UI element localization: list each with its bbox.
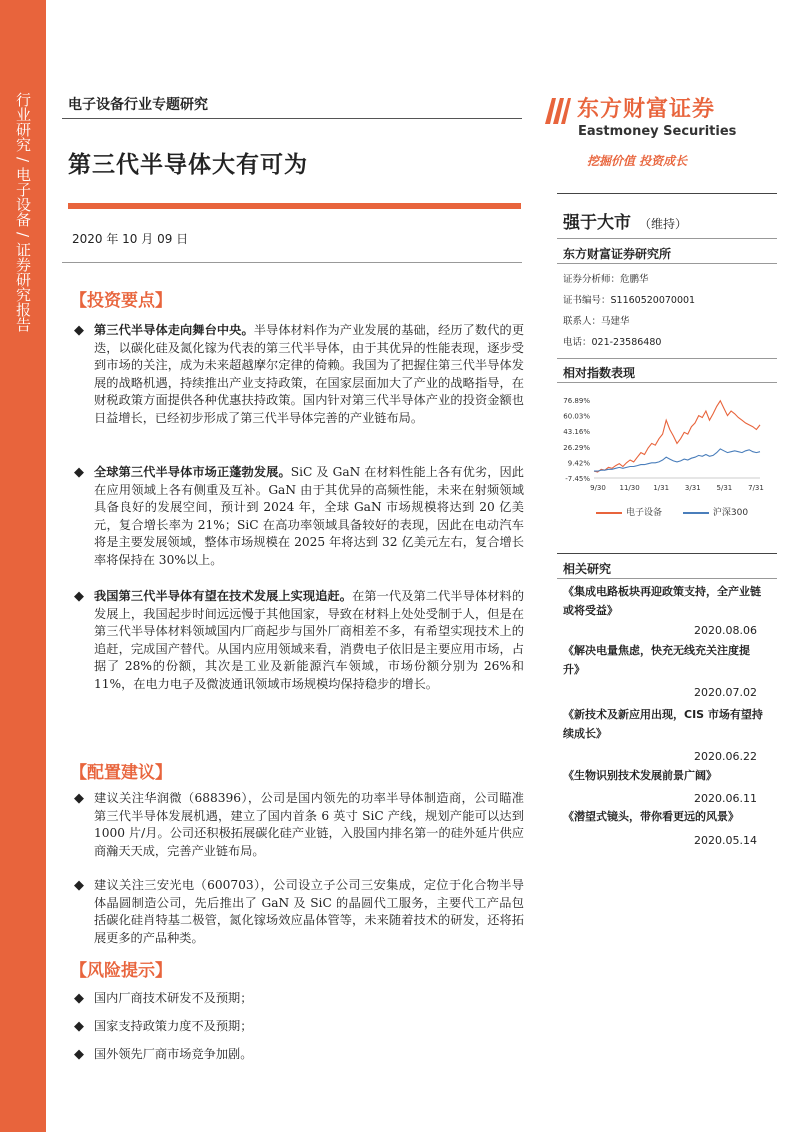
related-item-4[interactable]: 《生物识别技术发展前景广阔》 <box>563 769 717 782</box>
related-date-5: 2020.05.14 <box>694 834 757 847</box>
chart-title: 相对指数表现 <box>563 366 636 380</box>
phone-number: 电话：021-23586480 <box>563 337 662 348</box>
related-item-3[interactable]: 《新技术及新应用出现，CIS 市场有望持续成长》 <box>563 708 763 740</box>
side-label-1: 行业研究 <box>14 92 32 152</box>
series-line-index <box>594 449 760 471</box>
related-title-divider <box>557 578 777 579</box>
chart-title-divider <box>557 382 777 383</box>
brand-name-en: Eastmoney Securities <box>578 124 737 139</box>
x-tick-label: 11/30 <box>619 484 640 492</box>
bullet-text: 国外领先厂商市场竞争加剧。 <box>94 1047 253 1061</box>
related-date-4: 2020.06.11 <box>694 792 757 805</box>
related-item-1[interactable]: 《集成电路板块再迎政策支持，全产业链或将受益》 <box>563 585 761 617</box>
report-type-label <box>8 92 38 332</box>
chart-legend <box>596 505 766 518</box>
risk-bullet-2 <box>74 1018 524 1036</box>
investment-bullet-2 <box>74 464 524 570</box>
bullet-text: 半导体材料作为产业发展的基础，经历了数代的更迭，以碳化硅及氮化镓为代表的第三代半导体，由于其优异的性能表现，逐步受到市场的关注，成为未来超越摩尔定律的倚赖。我国为了把握住第三代半导体发展的战略机遇，持续推出产业支持政策，在国家层面加大了产业的战略指导，在财税政策方面提供各种优惠扶持政策。国内针对第三代半导体产业的投资金额也日益增长，已经初步形成了第三代半导体完善的产业链布局。 <box>94 323 525 425</box>
diamond-bullet-icon: ◆ <box>74 878 84 893</box>
y-tick-label: 9.42% <box>567 459 590 468</box>
bullet-lead: 我国第三代半导体有望在技术发展上实现追赶。 <box>94 589 353 603</box>
bullet-text: 国内厂商技术研发不及预期； <box>94 991 253 1005</box>
legend-swatch-sector <box>596 512 622 514</box>
y-tick-label: 60.03% <box>563 412 590 421</box>
bullet-text: 建议关注华润微（688396），公司是国内领先的功率半导体制造商，公司瞄准第三代半导体发展机遇，建立了国内首条 6 英寸 SiC 产线，规划产能可以达到 1000 片/月。公司还积极拓展碳化硅产业链，入股国内排名第一的硅外延片供应商瀚天天成，完善产业链布局。 <box>94 791 524 858</box>
x-tick-label: 7/31 <box>748 484 764 492</box>
section-heading-investment: 【投资要点】 <box>70 291 172 311</box>
legend-swatch-index <box>683 512 709 514</box>
institute-name: 东方财富证券研究所 <box>563 247 672 261</box>
title-bar <box>68 203 521 209</box>
investment-bullet-3 <box>74 588 524 694</box>
diamond-bullet-icon: ◆ <box>74 1019 84 1034</box>
diamond-bullet-icon: ◆ <box>74 589 84 604</box>
related-title: 相关研究 <box>563 562 612 576</box>
legend-item-sector <box>596 505 662 518</box>
bullet-lead: 全球第三代半导体市场正蓬勃发展。 <box>94 465 291 479</box>
rating-label <box>563 208 687 233</box>
related-date-2: 2020.07.02 <box>694 686 757 699</box>
brand-slogan: 挖掘价值 投资成长 <box>587 154 688 168</box>
related-top-divider <box>557 553 777 554</box>
x-tick-label: 3/31 <box>684 484 701 492</box>
report-title: 第三代半导体大有可为 <box>68 152 308 178</box>
risk-bullet-3 <box>74 1046 524 1064</box>
x-tick-label: 9/30 <box>590 484 606 492</box>
related-item-2[interactable]: 《解决电量焦虑，快充无线充关注度提升》 <box>563 644 750 676</box>
brand-name-cn: 东方财富证券 <box>577 97 716 122</box>
x-tick-label: 1/31 <box>653 484 670 492</box>
relative-index-chart <box>560 390 770 502</box>
institute-divider <box>557 263 777 264</box>
bullet-text: 国家支持政策力度不及预期； <box>94 1019 253 1033</box>
side-label-2: 电子设备 <box>14 167 32 228</box>
cert-number: 证书编号：S1160520070001 <box>563 295 696 306</box>
header-divider <box>62 118 522 119</box>
section-heading-config: 【配置建议】 <box>70 763 172 783</box>
related-item-5[interactable]: 《潜望式镜头，带你看更远的风景》 <box>563 810 739 823</box>
config-bullet-2 <box>74 877 524 947</box>
y-tick-label: 26.29% <box>563 443 590 452</box>
side-label-3: 证券研究报告 <box>14 242 32 333</box>
related-date-3: 2020.06.22 <box>694 750 757 763</box>
report-category: 电子设备行业专题研究 <box>68 97 208 113</box>
y-tick-label: 76.89% <box>563 397 590 405</box>
rating-note: （维持） <box>639 217 688 231</box>
investment-bullet-1 <box>74 322 524 428</box>
diamond-bullet-icon: ◆ <box>74 791 84 806</box>
bullet-text: 建议关注三安光电（600703），公司设立子公司三安集成，定位于化合物半导体晶圆制造公司，先后推出了 GaN 及 SiC 的晶圆代工服务，主要代工产品包括碳化硅肖特基二极管，氮化镓场效应晶体管等，未来随着技术的研发，还将拓展更多的产品种类。 <box>94 878 524 945</box>
contact-name: 联系人：马建华 <box>563 316 630 327</box>
rating-top-divider <box>557 193 777 194</box>
diamond-bullet-icon: ◆ <box>74 323 84 338</box>
risk-bullet-1 <box>74 990 524 1008</box>
y-tick-label: -7.45% <box>565 475 590 483</box>
series-line-sector <box>594 401 760 472</box>
brand-logo-icon <box>542 94 572 128</box>
side-sep-1: / <box>14 157 32 163</box>
diamond-bullet-icon: ◆ <box>74 991 84 1006</box>
analyst-name: 证券分析师：危鹏华 <box>563 274 649 285</box>
date-divider <box>62 262 522 263</box>
legend-label-index: 沪深300 <box>712 508 749 518</box>
legend-label-sector: 电子设备 <box>626 508 663 518</box>
section-heading-risk: 【风险提示】 <box>70 961 172 981</box>
legend-item-index <box>683 505 748 518</box>
bullet-text: SiC 及 GaN 在材料性能上各有优劣，因此在应用领域上各有侧重及互补。GaN 由于其优异的高频性能，未来在射频领域具备良好的发展空间，预计到 2024 年，全球 GaN 市场规模将达到 20 亿美元，复合增长率为 21%；SiC 在高功率领域具备较好的表现，因此在电动汽车将是主要发展领域，整体市场规模在 2025 年将达到 32 亿美元左右，复合增长率将保持在 30%以上。 <box>94 465 524 567</box>
rating-value: 强于大市 <box>563 213 631 233</box>
x-tick-label: 5/31 <box>716 484 733 492</box>
bullet-lead: 第三代半导体走向舞台中央。 <box>94 323 254 337</box>
report-date: 2020 年 10 月 09 日 <box>72 232 189 246</box>
config-bullet-1 <box>74 790 524 860</box>
bullet-text: 在第一代及第二代半导体材料的发展上，我国起步时间远远慢于其他国家，导致在材料上处处受制于人，但是在第三代半导体材料领域国内厂商起步与国外厂商相差不多，有希望实现技术上的追赶，完成国产替代。从国内应用领域来看，消费电子依旧是主要应用市场，占据了 28%的份额，其次是工业及新能源汽车领域，市场份额分别为 26%和 11%，在电力电子及微波通讯领域市场规模均保持稳步的增长。 <box>94 589 525 691</box>
y-tick-label: 43.16% <box>563 428 590 437</box>
diamond-bullet-icon: ◆ <box>74 1047 84 1062</box>
diamond-bullet-icon: ◆ <box>74 465 84 480</box>
rating-bottom-divider <box>557 238 777 239</box>
chart-top-divider <box>557 358 777 359</box>
related-date-1: 2020.08.06 <box>694 624 757 637</box>
side-sep-2: / <box>14 232 32 238</box>
